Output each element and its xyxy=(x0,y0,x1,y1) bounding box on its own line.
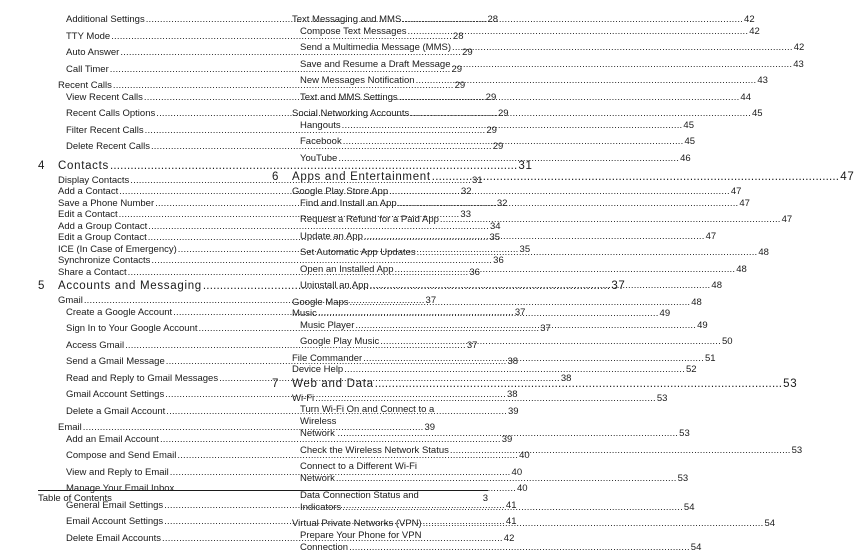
toc-entry-title: Request a Refund for a Paid App xyxy=(300,214,439,225)
toc-page-number: 47 xyxy=(739,197,750,209)
toc-entry-title: Delete Email Accounts xyxy=(66,532,162,544)
footer-label: Table of Contents xyxy=(38,493,112,504)
toc-entry-title: Create a Google Account xyxy=(66,306,173,318)
toc-page-number: 33 xyxy=(460,209,471,220)
leader-dots xyxy=(364,231,705,243)
toc-page-number: 29 xyxy=(485,91,497,103)
toc-page-number: 28 xyxy=(487,14,499,25)
toc-page-number: 37 xyxy=(466,339,478,351)
toc-entry[interactable] xyxy=(272,364,697,376)
toc-entry[interactable] xyxy=(38,255,504,267)
toc-page-number: 31 xyxy=(518,159,533,172)
toc-page-number: 46 xyxy=(680,152,691,164)
toc-entry-title: Add a Contact xyxy=(58,186,119,197)
leader-dots xyxy=(349,542,690,554)
toc-entry-title: General Email Settings xyxy=(66,499,164,511)
toc-page-number: 44 xyxy=(740,91,751,103)
toc-page-number: 34 xyxy=(489,220,501,232)
toc-entry-title: Access Gmail xyxy=(66,339,125,351)
leader-dots xyxy=(350,297,691,309)
toc-page-number: 48 xyxy=(711,280,722,291)
toc-entry-title: Compose Text Messages xyxy=(300,25,407,37)
toc-entry-title: Set Automatic App Updates xyxy=(300,247,416,258)
toc-entry-title: Sign In to Your Google Account xyxy=(66,323,198,334)
toc-page-number: 37 xyxy=(425,295,437,306)
toc-entry[interactable] xyxy=(272,296,702,309)
toc-entry-title: Music Player xyxy=(300,319,355,331)
leader-dots xyxy=(398,198,739,210)
toc-page-number: 40 xyxy=(519,450,530,461)
leader-dots xyxy=(344,364,685,376)
leader-dots xyxy=(432,169,839,186)
toc-entry-title: Recent Calls xyxy=(58,80,112,91)
leader-dots xyxy=(342,120,683,132)
toc-entry[interactable] xyxy=(272,336,733,348)
toc-entry-title: Check the Wireless Network Status xyxy=(300,444,449,456)
toc-page-number: 45 xyxy=(751,108,763,119)
toc-entry[interactable] xyxy=(38,220,501,233)
toc-page-number: 38 xyxy=(506,389,518,400)
toc-entry-title-line: Connection xyxy=(300,541,349,553)
toc-page-number: 47 xyxy=(730,186,742,197)
toc-entry-title: Google Play Store App xyxy=(292,186,389,197)
toc-entry-title: YouTube xyxy=(300,152,338,164)
toc-entry-title: Edit a Group Contact xyxy=(58,232,147,243)
toc-entry-title: Device Help xyxy=(292,364,344,375)
leader-dots xyxy=(452,59,793,71)
leader-dots xyxy=(375,376,782,393)
leader-dots xyxy=(318,308,659,320)
toc-entry-title: ICE (In Case of Emergency) xyxy=(58,243,177,255)
leader-dots xyxy=(363,353,704,365)
toc-entry-title: View Recent Calls xyxy=(66,91,143,103)
toc-entry[interactable] xyxy=(272,58,804,71)
leader-dots xyxy=(410,108,751,120)
toc-page-number: 54 xyxy=(690,541,702,553)
toc-entry-title: Open an Installed App xyxy=(300,263,394,275)
toc-entry-title: Hangouts xyxy=(300,119,341,131)
chapter-number: 5 xyxy=(38,280,46,292)
toc-entry[interactable] xyxy=(272,263,747,276)
toc-entry-title: Contacts xyxy=(58,159,109,172)
toc-page-number: 42 xyxy=(749,25,760,37)
toc-page-number: 29 xyxy=(492,141,504,152)
toc-entry-title: Find and Install an App xyxy=(300,197,397,209)
toc-page-number: 42 xyxy=(793,42,805,53)
toc-entry-title: Manage Your Email Inbox xyxy=(66,483,175,494)
toc-entry-title: Delete Recent Calls xyxy=(66,141,150,152)
toc-entry[interactable] xyxy=(272,25,760,38)
toc-entry-title: Delete a Gmail Account xyxy=(66,405,166,417)
leader-dots xyxy=(389,186,730,198)
footer-page-number: 3 xyxy=(482,493,488,504)
toc-entry[interactable] xyxy=(272,186,742,198)
toc-page-number: 47 xyxy=(840,171,854,183)
toc-entry-title-line: Prepare Your Phone for VPN xyxy=(300,529,422,541)
toc-entry-title-line: Turn Wi-Fi On and Connect to a xyxy=(300,404,435,415)
toc-page-number: 45 xyxy=(683,119,694,131)
chapter-number: 4 xyxy=(38,159,46,172)
toc-page-number: 52 xyxy=(685,364,697,375)
toc-page-number: 53 xyxy=(791,444,803,456)
leader-dots xyxy=(417,247,758,259)
toc-page-number: 43 xyxy=(757,75,768,86)
toc-entry[interactable] xyxy=(272,42,805,54)
toc-page-number: 43 xyxy=(793,58,804,70)
toc-page-number: 53 xyxy=(656,392,668,404)
toc-page-number: 39 xyxy=(501,433,513,445)
toc-entry-title: Save and Resume a Draft Message xyxy=(300,58,451,70)
toc-entry-title: Email xyxy=(58,422,82,433)
toc-page-number: 35 xyxy=(519,243,531,255)
toc-page-number: 39 xyxy=(508,405,519,417)
toc-entry-title: Gmail Account Settings xyxy=(66,389,165,400)
leader-dots xyxy=(450,445,791,457)
toc-entry-title: Auto Answer xyxy=(66,47,120,58)
toc-entry-title: Text and MMS Settings xyxy=(300,91,398,103)
leader-dots xyxy=(343,136,684,148)
toc-page-number: 37 xyxy=(611,280,626,292)
toc-page-number: 42 xyxy=(744,14,755,25)
toc-page-number: 39 xyxy=(424,422,436,433)
toc-page-number: 48 xyxy=(758,247,769,258)
toc-page-number: 32 xyxy=(496,197,508,209)
toc-entry-title: Wi-Fi xyxy=(292,392,315,404)
leader-dots xyxy=(423,518,764,530)
chapter-number: 7 xyxy=(272,377,280,390)
toc-entry-title: Display Contacts xyxy=(58,174,130,186)
toc-entry-title: Recent Calls Options xyxy=(66,108,156,119)
toc-page-number: 53 xyxy=(679,428,690,439)
leader-dots xyxy=(315,393,656,405)
toc-entry-title: Facebook xyxy=(300,136,342,147)
page-footer xyxy=(38,490,488,504)
toc-entry-title-line: Indicators xyxy=(300,501,342,513)
toc-entry-title: View and Reply to Email xyxy=(66,466,169,478)
toc-entry-title: Gmail xyxy=(58,295,83,306)
toc-page-number: 48 xyxy=(736,263,747,275)
toc-entry-title-line: Data Connection Status and xyxy=(300,489,419,501)
toc-page-number: 29 xyxy=(451,63,463,75)
toc-page-number: 53 xyxy=(783,377,798,390)
toc-page-number: 45 xyxy=(684,136,696,147)
leader-dots xyxy=(336,473,677,485)
toc-entry-title: Call Timer xyxy=(66,63,109,75)
toc-entry-title: Email Account Settings xyxy=(66,516,164,527)
toc-page-number: 41 xyxy=(505,499,517,511)
toc-page-number: 29 xyxy=(454,80,466,91)
toc-entry-title: Save a Phone Number xyxy=(58,197,155,209)
toc-page-number: 54 xyxy=(764,518,776,529)
toc-entry[interactable] xyxy=(272,152,691,165)
toc-page-number: 29 xyxy=(486,124,497,136)
toc-entry-title: Compose and Send Email xyxy=(66,450,177,461)
toc-page-number: 38 xyxy=(507,356,519,367)
toc-page-number: 49 xyxy=(659,308,671,319)
toc-entry-title: Text Messaging and MMS xyxy=(292,14,402,25)
toc-entry-title: Send a Multimedia Message (MMS) xyxy=(300,42,451,53)
toc-entry-title: Google Maps xyxy=(292,296,349,308)
toc-page-number: 48 xyxy=(691,296,702,308)
toc-page-number: 38 xyxy=(560,372,572,384)
leader-dots xyxy=(399,92,740,104)
toc-entry-title: Add an Email Account xyxy=(66,433,159,445)
leader-dots xyxy=(402,14,743,26)
toc-page-number: 53 xyxy=(677,473,689,484)
toc-chapter[interactable] xyxy=(272,169,854,186)
toc-page-number: 47 xyxy=(781,214,793,225)
toc-entry-title: Share a Contact xyxy=(58,266,127,278)
toc-page-number: 41 xyxy=(505,516,517,527)
toc-entry-title: TTY Mode xyxy=(66,30,111,42)
toc-entry-title-line: Connect to a Different Wi-Fi xyxy=(300,461,418,472)
toc-entry-title: Uninstall an App xyxy=(300,280,369,291)
toc-entry-title: Synchronize Contacts xyxy=(58,255,151,266)
toc-page-number: 40 xyxy=(511,466,523,478)
toc-entry-title: Add a Group Contact xyxy=(58,220,148,232)
toc-page-number: 32 xyxy=(460,186,472,197)
toc-page-number: 31 xyxy=(472,174,483,186)
toc-page-number: 47 xyxy=(705,230,717,242)
toc-page-number: 35 xyxy=(489,232,501,243)
toc-page-number: 51 xyxy=(704,352,716,364)
toc-entry[interactable] xyxy=(272,75,768,87)
toc-entry-title: Accounts and Messaging xyxy=(58,280,202,292)
toc-page-number: 49 xyxy=(697,319,708,331)
leader-dots xyxy=(338,153,679,165)
toc-page-number: 28 xyxy=(452,30,464,42)
toc-entry-title: Edit a Contact xyxy=(58,209,118,220)
toc-entry-title: Update an App xyxy=(300,230,363,242)
leader-dots xyxy=(408,26,749,38)
toc-entry-title: Send a Gmail Message xyxy=(66,356,165,367)
toc-entry-title: Google Play Music xyxy=(300,336,380,347)
toc-entry-title: Additional Settings xyxy=(66,14,145,25)
toc-entry-title: Social Networking Accounts xyxy=(292,108,410,119)
toc-page-number: 50 xyxy=(721,336,733,347)
chapter-number: 6 xyxy=(272,171,280,183)
toc-page-number: 54 xyxy=(683,501,695,513)
leader-dots xyxy=(355,320,696,332)
toc-entry[interactable] xyxy=(38,433,513,446)
toc-page-number: 36 xyxy=(493,255,504,266)
toc-page-number: 37 xyxy=(540,323,551,334)
leader-dots xyxy=(337,428,678,440)
leader-dots xyxy=(370,280,711,292)
toc-page-number: 37 xyxy=(514,306,526,318)
toc-entry-title: Music xyxy=(292,308,317,319)
toc-entry-title: Filter Recent Calls xyxy=(66,124,144,136)
toc-entry-title-line: Wireless Network xyxy=(300,416,337,439)
leader-dots xyxy=(452,42,793,54)
toc-page-number: 29 xyxy=(497,108,509,119)
toc-entry-title: File Commander xyxy=(292,352,363,364)
toc-page-number: 42 xyxy=(503,532,515,544)
leader-dots xyxy=(395,264,736,276)
toc-page-number: 40 xyxy=(517,483,528,494)
leader-dots xyxy=(380,336,721,348)
toc-entry-title: Read and Reply to Gmail Messages xyxy=(66,372,219,384)
toc-entry-title-line: Network xyxy=(300,473,335,484)
toc-entry-title: Web and Data xyxy=(292,377,374,390)
leader-dots xyxy=(416,75,757,87)
toc-page-number: 36 xyxy=(469,266,480,278)
leader-dots xyxy=(440,214,781,226)
toc-entry-title: New Messages Notification xyxy=(300,75,415,86)
toc-page-number: 29 xyxy=(462,47,473,58)
toc-entry-title: Virtual Private Networks (VPN) xyxy=(292,518,422,529)
toc-entry-title: Apps and Entertainment xyxy=(292,171,431,183)
